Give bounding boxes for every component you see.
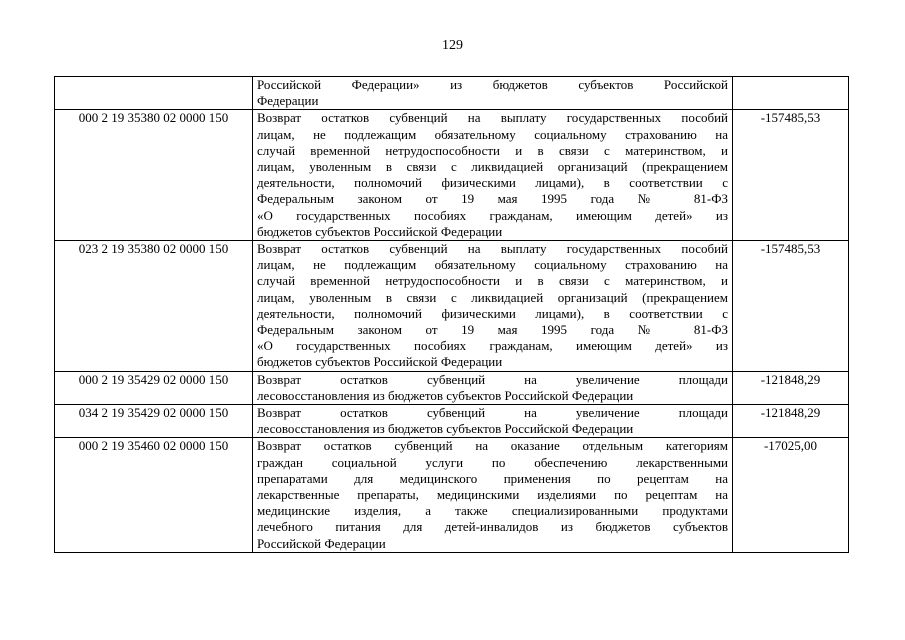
amount-cell: -121848,29 — [733, 371, 849, 404]
description-line: лесовосстановления из бюджетов субъектов Российской Федерации — [257, 421, 634, 437]
table-body — [55, 77, 849, 553]
description-cell — [253, 371, 733, 404]
page-number: 129 — [442, 38, 463, 53]
table-row — [55, 405, 849, 438]
table-row — [55, 77, 849, 110]
description-line: Возврат остатков субвенций на увеличение площади — [257, 405, 728, 421]
description-line: лицам, не подлежащим обязательному социальному страхованию на — [257, 126, 728, 142]
description-line: «О государственных пособиях гражданам, имеющим детей» из — [257, 207, 728, 223]
table-row — [55, 438, 849, 552]
description-line: лекарственные препараты, медицинскими изделиями по рецептам на — [257, 487, 728, 503]
description-line: Возврат остатков субвенций на оказание отдельным категориям — [257, 438, 728, 454]
description-line: случай временной нетрудоспособности и в связи с материнством, и — [257, 273, 728, 289]
description-cell — [253, 241, 733, 372]
description-line: Возврат остатков субвенций на выплату государственных пособий — [257, 241, 728, 257]
description-line: препаратами для медицинского применения по рецептам на — [257, 470, 728, 486]
description-cell — [253, 110, 733, 241]
budget-code-cell: 000 2 19 35460 02 0000 150 — [55, 438, 253, 552]
description-cell — [253, 438, 733, 552]
budget-code-cell: 034 2 19 35429 02 0000 150 — [55, 405, 253, 438]
amount-cell — [733, 77, 849, 110]
budget-code-cell: 023 2 19 35380 02 0000 150 — [55, 241, 253, 372]
amount-cell: -17025,00 — [733, 438, 849, 552]
description-line: Федерации — [257, 93, 319, 109]
description-line: лечебного питания для детей-инвалидов из бюджетов субъектов — [257, 519, 728, 535]
description-line: Федеральным законом от 19 мая 1995 года № 81-ФЗ — [257, 322, 728, 338]
description-line: «О государственных пособиях гражданам, имеющим детей» из — [257, 338, 728, 354]
description-line: деятельности, полномочий физическими лицами), в соответствии с — [257, 175, 728, 191]
description-line: лицам, не подлежащим обязательному социальному страхованию на — [257, 257, 728, 273]
budget-code-cell — [55, 77, 253, 110]
amount-cell: -157485,53 — [733, 110, 849, 241]
budget-code-cell: 000 2 19 35429 02 0000 150 — [55, 371, 253, 404]
table-row — [55, 241, 849, 372]
description-cell — [253, 405, 733, 438]
budget-table — [54, 76, 849, 553]
budget-code-cell: 000 2 19 35380 02 0000 150 — [55, 110, 253, 241]
description-line: деятельности, полномочий физическими лицами), в соответствии с — [257, 305, 728, 321]
description-line: Российской Федерации — [257, 535, 386, 551]
description-line: медицинские изделия, а также специализированными продуктами — [257, 503, 728, 519]
description-line: бюджетов субъектов Российской Федерации — [257, 223, 503, 239]
description-line: Федеральным законом от 19 мая 1995 года № 81-ФЗ — [257, 191, 728, 207]
amount-cell: -157485,53 — [733, 241, 849, 372]
description-line: лицам, уволенным в связи с ликвидацией организаций (прекращением — [257, 159, 728, 175]
description-line: Возврат остатков субвенций на выплату государственных пособий — [257, 110, 728, 126]
description-line: Возврат остатков субвенций на увеличение площади — [257, 371, 728, 387]
table-row — [55, 371, 849, 404]
description-line: бюджетов субъектов Российской Федерации — [257, 354, 503, 370]
description-line: случай временной нетрудоспособности и в связи с материнством, и — [257, 142, 728, 158]
description-line: лицам, уволенным в связи с ликвидацией организаций (прекращением — [257, 289, 728, 305]
amount-cell: -121848,29 — [733, 405, 849, 438]
table-row — [55, 110, 849, 241]
description-line: Российской Федерации» из бюджетов субъектов Российской — [257, 77, 728, 92]
description-line: лесовосстановления из бюджетов субъектов Российской Федерации — [257, 387, 634, 403]
description-cell — [253, 77, 733, 110]
description-line: граждан социальной услуги по обеспечению лекарственными — [257, 454, 728, 470]
